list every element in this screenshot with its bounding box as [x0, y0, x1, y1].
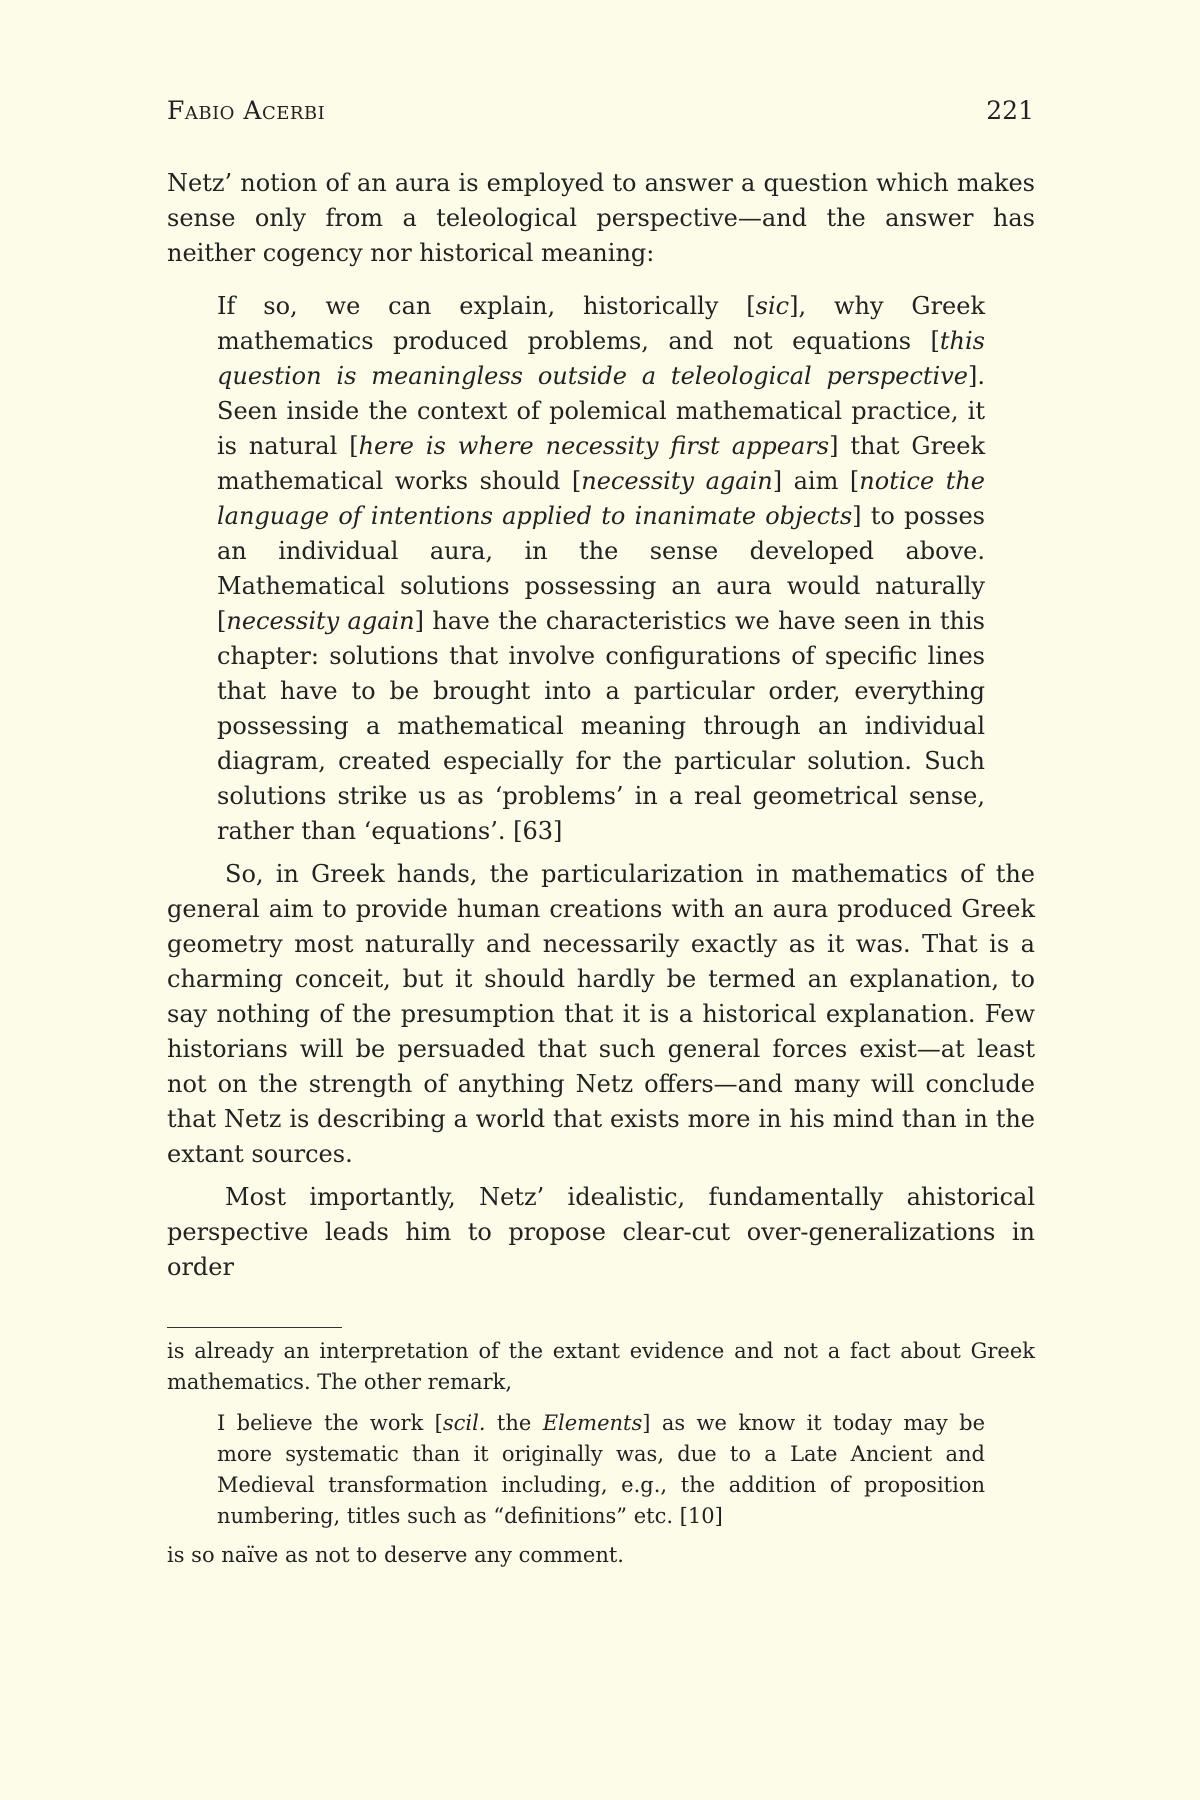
text-run: ], why Greek mathematics produced problems, and not equations [	[217, 292, 986, 355]
footnote-quote-text	[217, 1408, 985, 1532]
running-header	[167, 96, 1034, 136]
italic-run: sic	[755, 292, 790, 320]
text-run: ] that Greek mathematical works should [	[217, 432, 986, 495]
text-run: is already an interpretation of the extant evidence and not a fact about Greek mathematics. The other remark,	[167, 1339, 1035, 1394]
text-run: ] as we know it today may be more systematic than it originally was, due to a Late Ancient and Medieval transformation including, e.g., the addition of proposition numbering, titles such as “definitions” etc. [10]	[217, 1411, 985, 1528]
footnote-tail	[167, 1540, 1035, 1571]
text-run: I believe the work [	[217, 1411, 443, 1435]
italic-run: notice the language of intentions applied to inanimate objects	[217, 467, 986, 530]
paragraph-2	[167, 857, 1035, 1172]
text-run: ]. Seen inside the context of polemical mathematical practice, it is natural [	[217, 362, 985, 460]
text-run: ] have the characteristics we have seen in this chapter: solutions that involve configurations of specific lines that have to be brought into a particular order, everything possessing a mathematical meaning through an individual diagram, created especially for the particular solution. Such solutions strike us as ‘problems’ in a real geometrical sense, rather than ‘equations’. [63]	[217, 607, 985, 845]
footnote-lead	[167, 1336, 1035, 1398]
block-quote	[217, 289, 985, 849]
footnote-rule	[167, 1327, 342, 1328]
intro-paragraph	[167, 166, 1035, 271]
running-header-author: Fabio Acerbi	[167, 96, 326, 125]
footnote	[167, 1336, 1035, 1571]
italic-run: this question is meaningless outside a teleological perspective	[217, 327, 985, 390]
text-run: Most importantly, Netz’ idealistic, fundamentally ahistorical perspective leads him to propose clear-cut over-generalizations in order	[167, 1183, 1035, 1281]
text-run: ] to posses an individual aura, in the sense developed above. Mathematical solutions possessing an aura would naturally [	[217, 502, 985, 635]
text-run: ] aim [	[772, 467, 860, 495]
text-run: So, in Greek hands, the particularization in mathematics of the general aim to provide human creations with an aura produced Greek geometry most naturally and necessarily exactly as it was. That is a charming conceit, but it should hardly be termed an explanation, to say nothing of the presumption that it is a historical explanation. Few historians will be persuaded that such general forces exist—at least not on the strength of anything Netz offers—and many will conclude that Netz is describing a world that exists more in his mind than in the extant sources.	[167, 860, 1035, 1168]
footnote-quote	[217, 1408, 985, 1532]
italic-run: necessity again	[581, 467, 773, 495]
italic-run: scil.	[442, 1411, 486, 1435]
text-run: the	[485, 1411, 543, 1435]
paragraph-3	[167, 1180, 1035, 1285]
block-quote-text	[217, 289, 985, 849]
text-run: If so, we can explain, historically [	[217, 292, 756, 320]
italic-run: necessity again	[226, 607, 415, 635]
text-run: Netz’ notion of an aura is employed to answer a question which makes sense only from a teleological perspective—and the answer has neither cogency nor historical meaning:	[167, 169, 1035, 267]
main-text	[167, 166, 1035, 1285]
text-run: is so naïve as not to deserve any comment.	[167, 1543, 624, 1567]
italic-run: Elements	[542, 1411, 643, 1435]
italic-run: here is where necessity first appears	[358, 432, 830, 460]
page-number: 221	[986, 96, 1034, 125]
